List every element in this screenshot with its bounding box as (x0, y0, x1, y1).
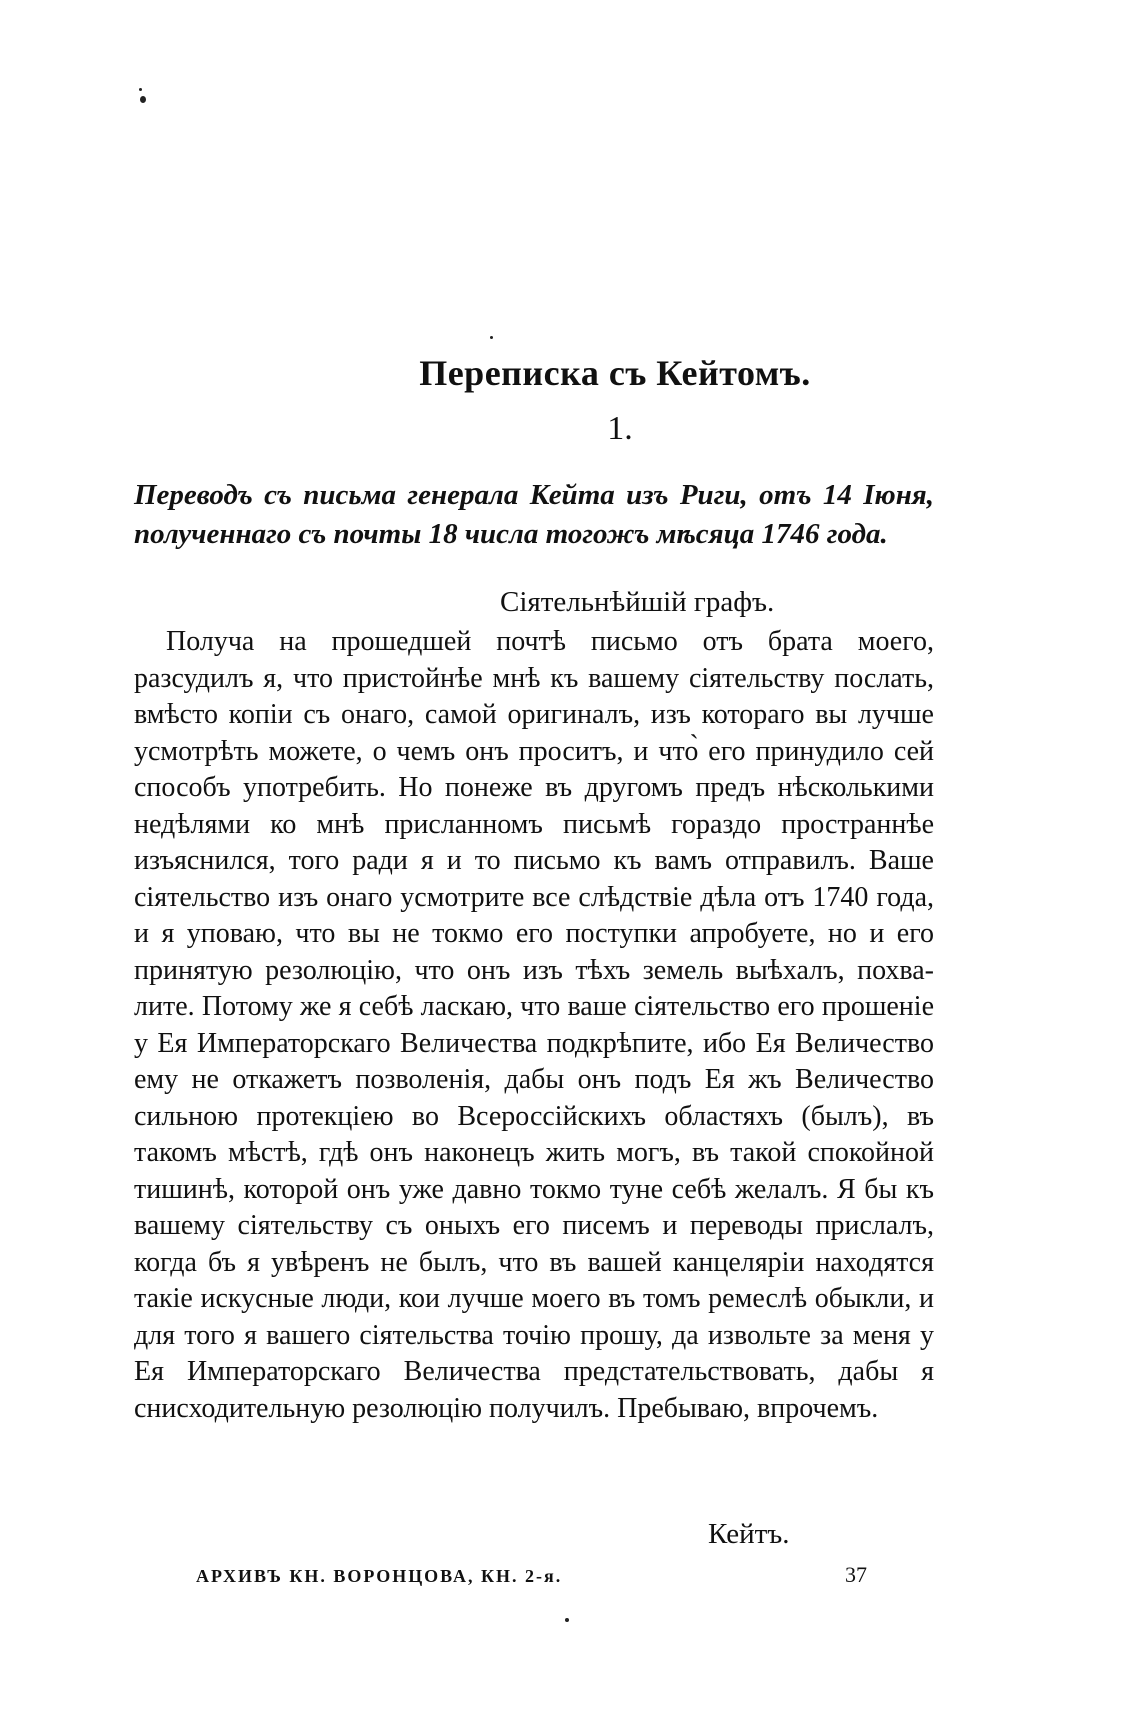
page-number: 37 (845, 1562, 867, 1587)
section-number: 1. (607, 410, 633, 447)
ink-speck (565, 1618, 569, 1622)
footer-source: АРХИВЪ КН. ВОРОНЦОВА, КН. 2-я. (196, 1566, 563, 1586)
ink-speck (139, 88, 142, 91)
signature: Кейтъ. (708, 1518, 790, 1550)
ink-speck (490, 336, 493, 339)
page-title: Переписка съ Кейтомъ. (419, 353, 811, 393)
letter-heading: Переводъ съ письма генерала Кейта изъ Риги, отъ 14 Іюня, полученнаго съ почты 18 числа тогожъ мѣсяца 1746 года. (134, 479, 934, 550)
letter-body: Получа на прошедшей почтѣ письмо отъ брата моего, разсудилъ я, что пристойнѣе мнѣ къ вашему сіятельству послать, вмѣсто копіи съ онаго, самой оригиналъ, изъ котораго вы лучше усмотрѣть можете, о чемъ онъ проситъ, и что̀ его принудило сей способъ употребить. Но понеже въ другомъ предъ нѣсколькими недѣлями ко мнѣ присланномъ письмѣ гораздо пространнѣе изъяснился, того ради я и то письмо къ вамъ отправилъ. Ваше сіятельство изъ онаго усмотрите все слѣдствіе дѣла отъ 1740 года, и я уповаю, что вы не токмо его поступки апробуете, но и его принятую резолюцію, что онъ изъ тѣхъ земель выѣхалъ, похвалите. Потому же я себѣ ласкаю, что ваше сіятельство его прошеніе у Ея Императорскаго Величества подкрѣпите, ибо Ея Величество ему не откажетъ позволенія, дабы онъ подъ Ея жъ Величество сильною протекціею во Всероссійскихъ областяхъ (былъ), въ такомъ мѣстѣ, гдѣ онъ наконецъ жить могъ, въ такой спокойной тишинѣ, которой онъ уже давно токмо туне себѣ желалъ. Я бы къ вашему сіятельству съ оныхъ его писемъ и переводы прислалъ, когда бъ я увѣренъ не былъ, что въ вашей канцеляріи находятся такіе искусные люди, кои лучше моего въ томъ ремеслѣ обыкли, и для того я вашего сіятельства точію прошу, да извольте за меня у Ея Императорскаго Величества предстательствовать, дабы я снисходительную резолюцію получилъ. Пребываю, впрочемъ. (134, 626, 934, 1424)
salutation: Сіятельнѣйшій графъ. (500, 586, 775, 618)
ink-speck (140, 96, 146, 103)
